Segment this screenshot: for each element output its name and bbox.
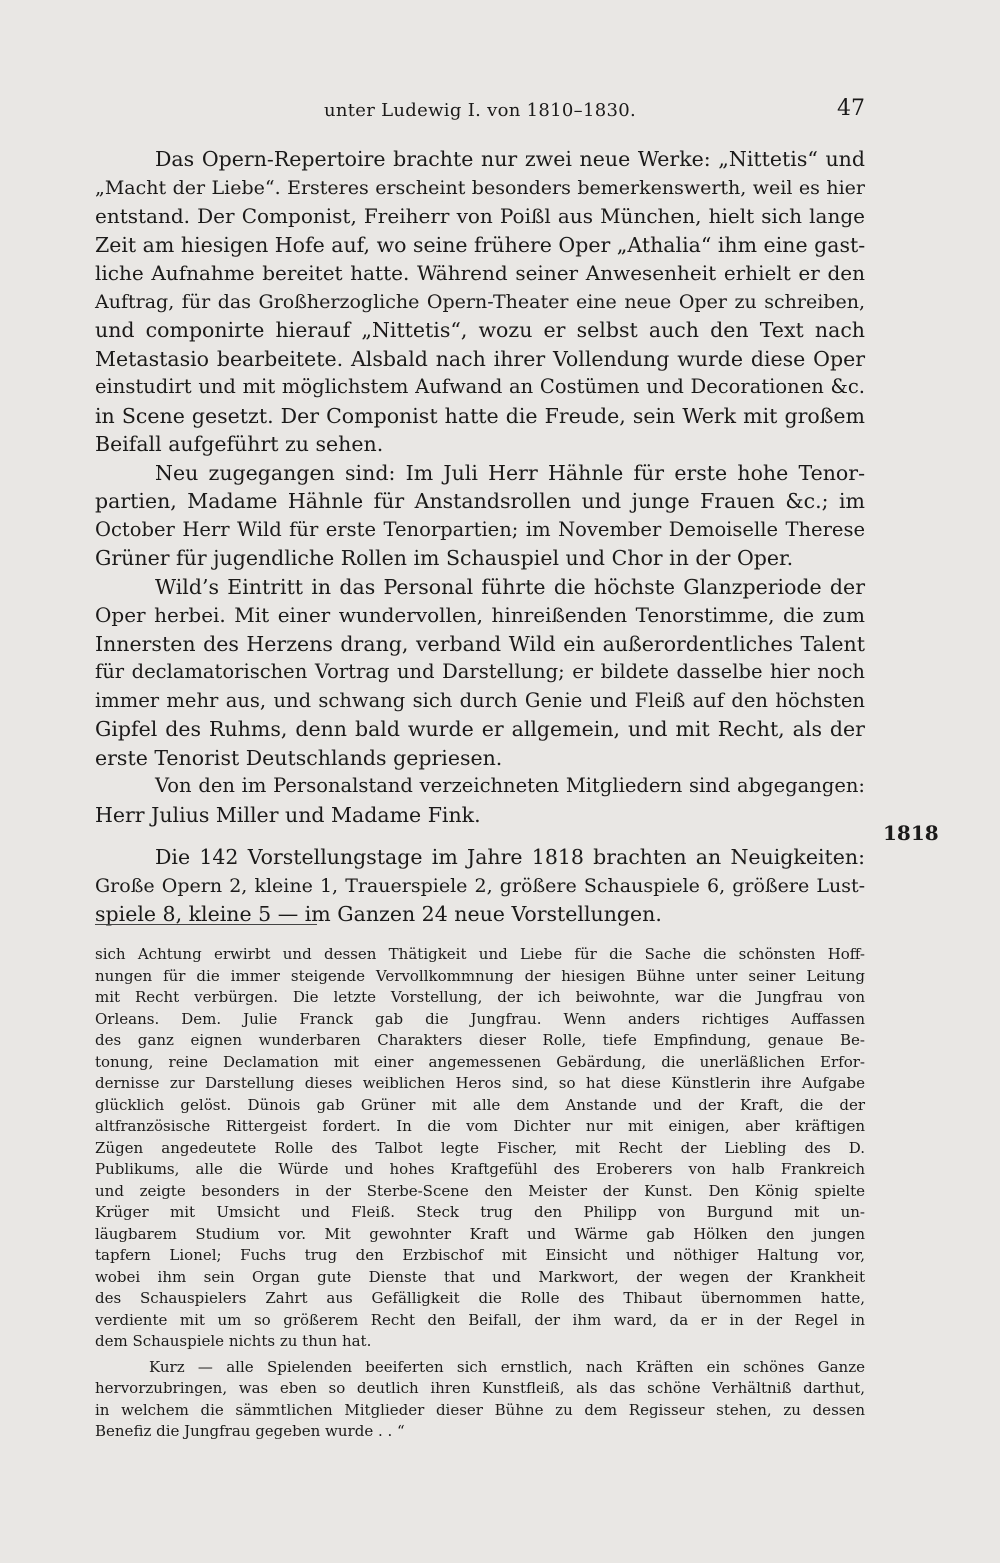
footnote-line: hervorzubringen, was eben so deutlich ihren Kunstfleiß, als das schöne Verhältniß darthut, (95, 1379, 865, 1397)
text-line: „Macht der Liebe“. Ersteres erscheint besonders bemerkenswerth, weil es hier (95, 176, 865, 199)
text-line: Gipfel des Ruhms, denn bald wurde er allgemein, und mit Recht, als der (95, 717, 865, 741)
footnote-line: Orleans. Dem. Julie Franck gab die Jungfrau. Wenn anders richtiges Auffassen (95, 1009, 865, 1028)
text-line: Große Opern 2, kleine 1, Trauerspiele 2, größere Schauspiele 6, größere Lust- (95, 874, 865, 897)
paragraph-gap (95, 829, 865, 843)
footnote-line: läugbarem Studium vor. Mit gewohnter Kraft und Wärme gab Hölken den jungen (95, 1224, 865, 1243)
text-line: Metastasio bearbeitete. Alsbald nach ihrer Vollendung wurde diese Oper (95, 346, 865, 371)
text-line: einstudirt und mit möglichstem Aufwand an Costümen und Decorationen &c. (95, 375, 865, 398)
footnote-line: dem Schauspiele nichts zu thun hat. (95, 1332, 372, 1350)
footnote-line: und zeigte besonders in der Sterbe-Scene den Meister der Kunst. Den König spielte (95, 1181, 865, 1200)
text-line: entstand. Der Componist, Freiherr von Poißl aus München, hielt sich lange (95, 204, 865, 228)
text-line: in Scene gesetzt. Der Componist hatte die Freude, sein Werk mit großem (95, 403, 865, 428)
text-line: für declamatorischen Vortrag und Darstellung; er bildete dasselbe hier noch (95, 660, 865, 683)
footnote-line: wobei ihm sein Organ gute Dienste that und Markwort, der wegen der Krankheit (95, 1267, 865, 1286)
text-line: erste Tenorist Deutschlands gepriesen. (95, 745, 503, 770)
text-line: Wild’s Eintritt in das Personal führte die höchste Glanzperiode der (155, 574, 865, 599)
footnote-rule (95, 924, 317, 925)
footnote-line: mit Recht verbürgen. Die letzte Vorstellung, der ich beiwohnte, war die Jungfrau von (95, 988, 865, 1006)
text-line: Beifall aufgeführt zu sehen. (95, 432, 384, 456)
footnote-line: nungen für die immer steigende Vervollkommnung der hiesigen Bühne unter seiner Leitung (95, 966, 865, 985)
footnote-line: dernisse zur Darstellung dieses weiblichen Heros sind, so hat diese Künstlerin ihre Aufgabe (95, 1074, 865, 1092)
text-line: Oper herbei. Mit einer wundervollen, hinreißenden Tenorstimme, die zum (95, 603, 865, 627)
text-line: Zeit am hiesigen Hofe auf, wo seine frühere Oper „Athalia“ ihm eine gast- (95, 232, 866, 257)
footnote-block (95, 944, 865, 1443)
footnote-line: in welchem die sämmtlichen Mitglieder dieser Bühne zu dem Regisseur stehen, zu dessen (95, 1400, 865, 1419)
footnote-line: Kurz — alle Spielenden beeiferten sich ernstlich, nach Kräften ein schönes Ganze (149, 1357, 865, 1376)
text-line: Innersten des Herzens drang, verband Wild ein außerordentliches Talent (95, 631, 865, 656)
footnote-line: sich Achtung erwirbt und dessen Thätigkeit und Liebe für die Sache die schönsten Hoff- (95, 945, 865, 963)
footnote-line: Krüger mit Umsicht und Fleiß. Steck trug den Philipp von Burgund mit un- (95, 1203, 865, 1221)
text-line: Die 142 Vorstellungstage im Jahre 1818 brachten an Neuigkeiten: (155, 845, 865, 869)
footnote-line: tonung, reine Declamation mit einer angemessenen Gebärdung, die unerläßlichen Erfor- (95, 1052, 865, 1071)
footnote-line: des ganz eignen wunderbaren Charakters dieser Rolle, tiefe Empfindung, genaue Be- (95, 1031, 865, 1049)
footnote-line: Benefiz die Jungfrau gegeben wurde . . “ (95, 1422, 405, 1440)
footnote-line: tapfern Lionel; Fuchs trug den Erzbischof mit Einsicht und nöthiger Haltung vor, (95, 1246, 865, 1264)
margin-year-note: 1818 (883, 821, 939, 845)
page-number: 47 (837, 96, 865, 121)
footnote-line: altfranzösische Rittergeist fordert. In die vom Dichter nur mit einigen, aber kräftigen (95, 1117, 865, 1135)
text-line: Grüner für jugendliche Rollen im Schauspiel und Chor in der Oper. (95, 546, 794, 570)
text-line: spiele 8, kleine 5 — im Ganzen 24 neue Vorstellungen. (95, 902, 662, 926)
footnote-line: Publikums, alle die Würde und hohes Kraftgefühl des Eroberers von halb Frankreich (95, 1160, 865, 1178)
footnote-line: verdiente mit um so größerem Recht den Beifall, der ihm ward, da er in der Regel in (95, 1310, 865, 1329)
main-text (95, 145, 865, 929)
footnote-line: des Schauspielers Zahrt aus Gefälligkeit die Rolle des Thibaut übernommen hatte, (95, 1289, 865, 1307)
text-line: Auftrag, für das Großherzogliche Opern-Theater eine neue Oper zu schreiben, (95, 290, 865, 313)
text-line: Von den im Personalstand verzeichneten Mitgliedern sind abgegangen: (155, 774, 865, 797)
footnote-line: glücklich gelöst. Dünois gab Grüner mit alle dem Anstande und der Kraft, die der (95, 1095, 865, 1114)
running-head (95, 96, 865, 126)
text-line: Das Opern-Repertoire brachte nur zwei neue Werke: „Nittetis“ und (155, 147, 865, 171)
running-head-title: unter Ludewig I. von 1810–1830. (323, 100, 637, 121)
text-line: partien, Madame Hähnle für Anstandsrollen und junge Frauen &c.; im (95, 489, 865, 513)
text-line: Neu zugegangen sind: Im Juli Herr Hähnle für erste hohe Tenor- (155, 460, 865, 485)
text-line: October Herr Wild für erste Tenorpartien; im November Demoiselle Therese (95, 517, 865, 541)
footnote-line: Zügen angedeutete Rolle des Talbot legte Fischer, mit Recht der Liebling des D. (95, 1138, 865, 1157)
text-line: immer mehr aus, und schwang sich durch Genie und Fleiß auf den höchsten (95, 688, 865, 712)
text-line: und componirte hierauf „Nittetis“, wozu er selbst auch den Text nach (95, 318, 865, 342)
text-line: Herr Julius Miller und Madame Fink. (95, 802, 481, 827)
text-line: liche Aufnahme bereitet hatte. Während seiner Anwesenheit erhielt er den (95, 261, 865, 285)
